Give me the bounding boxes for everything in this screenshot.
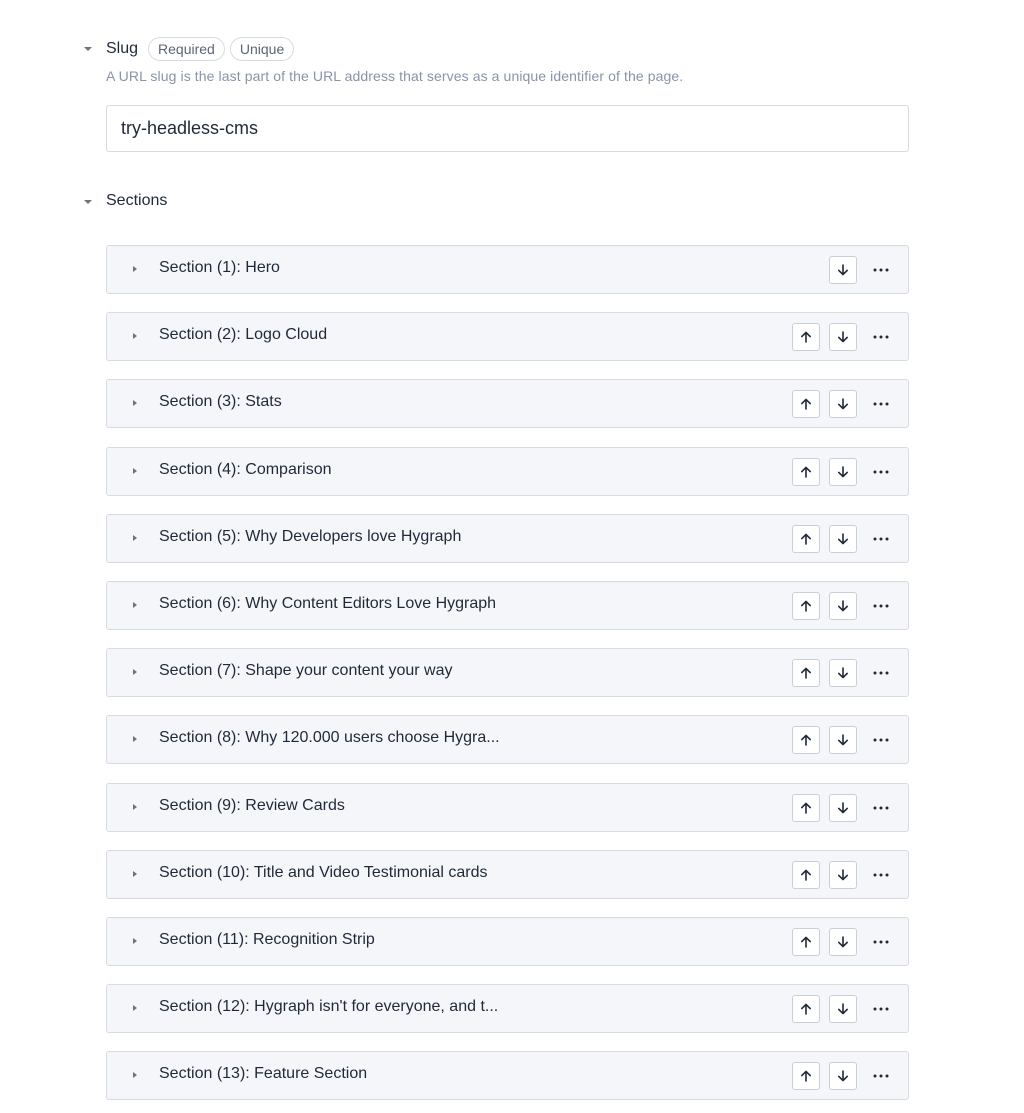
arrow-down-icon <box>836 935 850 949</box>
more-horizontal-icon <box>873 873 889 877</box>
expand-caret-icon[interactable] <box>133 266 137 272</box>
arrow-down-icon <box>836 599 850 613</box>
move-down-button[interactable] <box>829 592 857 620</box>
arrow-up-icon <box>799 1002 813 1016</box>
section-row[interactable] <box>106 312 909 361</box>
more-horizontal-icon <box>873 1074 889 1078</box>
slug-field-label: Slug <box>106 40 139 57</box>
arrow-up-icon <box>799 397 813 411</box>
more-horizontal-icon <box>873 1007 889 1011</box>
slug-collapse-caret-icon[interactable] <box>84 47 92 51</box>
arrow-down-icon <box>836 868 850 882</box>
more-horizontal-icon <box>873 335 889 339</box>
move-down-button[interactable] <box>829 861 857 889</box>
move-down-button[interactable] <box>829 794 857 822</box>
more-horizontal-icon <box>873 738 889 742</box>
section-row[interactable] <box>106 379 909 428</box>
section-row[interactable] <box>106 648 909 697</box>
more-horizontal-icon <box>873 268 889 272</box>
arrow-down-icon <box>836 465 850 479</box>
move-up-button[interactable] <box>792 525 820 553</box>
more-horizontal-icon <box>873 604 889 608</box>
move-up-button[interactable] <box>792 390 820 418</box>
section-row[interactable] <box>106 984 909 1033</box>
move-down-button[interactable] <box>829 525 857 553</box>
expand-caret-icon[interactable] <box>133 871 137 877</box>
arrow-up-icon <box>799 868 813 882</box>
section-row[interactable] <box>106 1051 909 1100</box>
move-down-button[interactable] <box>829 323 857 351</box>
move-up-button[interactable] <box>792 928 820 956</box>
arrow-up-icon <box>799 666 813 680</box>
more-options-button[interactable] <box>867 861 895 889</box>
arrow-down-icon <box>836 532 850 546</box>
arrow-up-icon <box>799 599 813 613</box>
sections-collapse-caret-icon[interactable] <box>84 200 92 204</box>
move-down-button[interactable] <box>829 659 857 687</box>
arrow-down-icon <box>836 263 850 277</box>
arrow-up-icon <box>799 1069 813 1083</box>
expand-caret-icon[interactable] <box>133 736 137 742</box>
more-options-button[interactable] <box>867 726 895 754</box>
required-badge: Required <box>148 37 225 61</box>
arrow-up-icon <box>799 935 813 949</box>
more-options-button[interactable] <box>867 659 895 687</box>
more-options-button[interactable] <box>867 592 895 620</box>
expand-caret-icon[interactable] <box>133 400 137 406</box>
move-down-button[interactable] <box>829 726 857 754</box>
section-row[interactable] <box>106 447 909 496</box>
expand-caret-icon[interactable] <box>133 669 137 675</box>
section-title: Section (11): Recognition Strip <box>159 931 375 948</box>
move-up-button[interactable] <box>792 458 820 486</box>
arrow-down-icon <box>836 733 850 747</box>
expand-caret-icon[interactable] <box>133 938 137 944</box>
move-down-button[interactable] <box>829 390 857 418</box>
move-up-button[interactable] <box>792 995 820 1023</box>
move-down-button[interactable] <box>829 1062 857 1090</box>
section-title: Section (2): Logo Cloud <box>159 326 328 343</box>
more-options-button[interactable] <box>867 1062 895 1090</box>
more-horizontal-icon <box>873 671 889 675</box>
expand-caret-icon[interactable] <box>133 535 137 541</box>
move-down-button[interactable] <box>829 928 857 956</box>
section-title: Section (4): Comparison <box>159 461 332 478</box>
more-options-button[interactable] <box>867 390 895 418</box>
arrow-up-icon <box>799 465 813 479</box>
expand-caret-icon[interactable] <box>133 468 137 474</box>
sections-field-label: Sections <box>106 192 168 209</box>
more-horizontal-icon <box>873 940 889 944</box>
move-up-button[interactable] <box>792 1062 820 1090</box>
more-options-button[interactable] <box>867 525 895 553</box>
more-options-button[interactable] <box>867 458 895 486</box>
more-horizontal-icon <box>873 402 889 406</box>
move-up-button[interactable] <box>792 659 820 687</box>
arrow-down-icon <box>836 1002 850 1016</box>
expand-caret-icon[interactable] <box>133 333 137 339</box>
section-title: Section (8): Why 120.000 users choose Hygra... <box>159 729 500 746</box>
more-horizontal-icon <box>873 806 889 810</box>
section-title: Section (5): Why Developers love Hygraph <box>159 528 462 545</box>
move-up-button[interactable] <box>792 323 820 351</box>
move-down-button[interactable] <box>829 256 857 284</box>
section-row[interactable] <box>106 581 909 630</box>
more-horizontal-icon <box>873 470 889 474</box>
section-row[interactable] <box>106 850 909 899</box>
slug-field-description: A URL slug is the last part of the URL address that serves as a unique identifier of the page. <box>106 68 684 84</box>
more-horizontal-icon <box>873 537 889 541</box>
arrow-up-icon <box>799 801 813 815</box>
sections-field-header <box>106 192 167 210</box>
section-title: Section (6): Why Content Editors Love Hygraph <box>159 595 497 612</box>
arrow-up-icon <box>799 532 813 546</box>
more-options-button[interactable] <box>867 995 895 1023</box>
expand-caret-icon[interactable] <box>133 1005 137 1011</box>
move-up-button[interactable] <box>792 794 820 822</box>
section-title: Section (9): Review Cards <box>159 797 345 814</box>
more-options-button[interactable] <box>867 794 895 822</box>
expand-caret-icon[interactable] <box>133 1072 137 1078</box>
section-title: Section (7): Shape your content your way <box>159 662 453 679</box>
section-row[interactable] <box>106 514 909 563</box>
section-row[interactable] <box>106 917 909 966</box>
unique-badge: Unique <box>230 37 294 61</box>
section-row[interactable] <box>106 783 909 832</box>
section-title: Section (1): Hero <box>159 259 280 276</box>
section-title: Section (13): Feature Section <box>159 1065 368 1082</box>
arrow-down-icon <box>836 397 850 411</box>
section-title: Section (3): Stats <box>159 393 282 410</box>
move-down-button[interactable] <box>829 995 857 1023</box>
move-up-button[interactable] <box>792 592 820 620</box>
expand-caret-icon[interactable] <box>133 804 137 810</box>
arrow-down-icon <box>836 666 850 680</box>
more-options-button[interactable] <box>867 323 895 351</box>
more-options-button[interactable] <box>867 256 895 284</box>
move-up-button[interactable] <box>792 726 820 754</box>
move-up-button[interactable] <box>792 861 820 889</box>
slug-field-header <box>106 37 294 61</box>
section-row[interactable] <box>106 245 909 294</box>
move-down-button[interactable] <box>829 458 857 486</box>
section-title: Section (10): Title and Video Testimonial cards <box>159 864 488 881</box>
section-title: Section (12): Hygraph isn't for everyone, and t... <box>159 998 499 1015</box>
slug-input[interactable] <box>106 105 909 152</box>
arrow-up-icon <box>799 733 813 747</box>
arrow-down-icon <box>836 801 850 815</box>
section-row[interactable] <box>106 715 909 764</box>
more-options-button[interactable] <box>867 928 895 956</box>
arrow-down-icon <box>836 330 850 344</box>
expand-caret-icon[interactable] <box>133 602 137 608</box>
arrow-down-icon <box>836 1069 850 1083</box>
arrow-up-icon <box>799 330 813 344</box>
